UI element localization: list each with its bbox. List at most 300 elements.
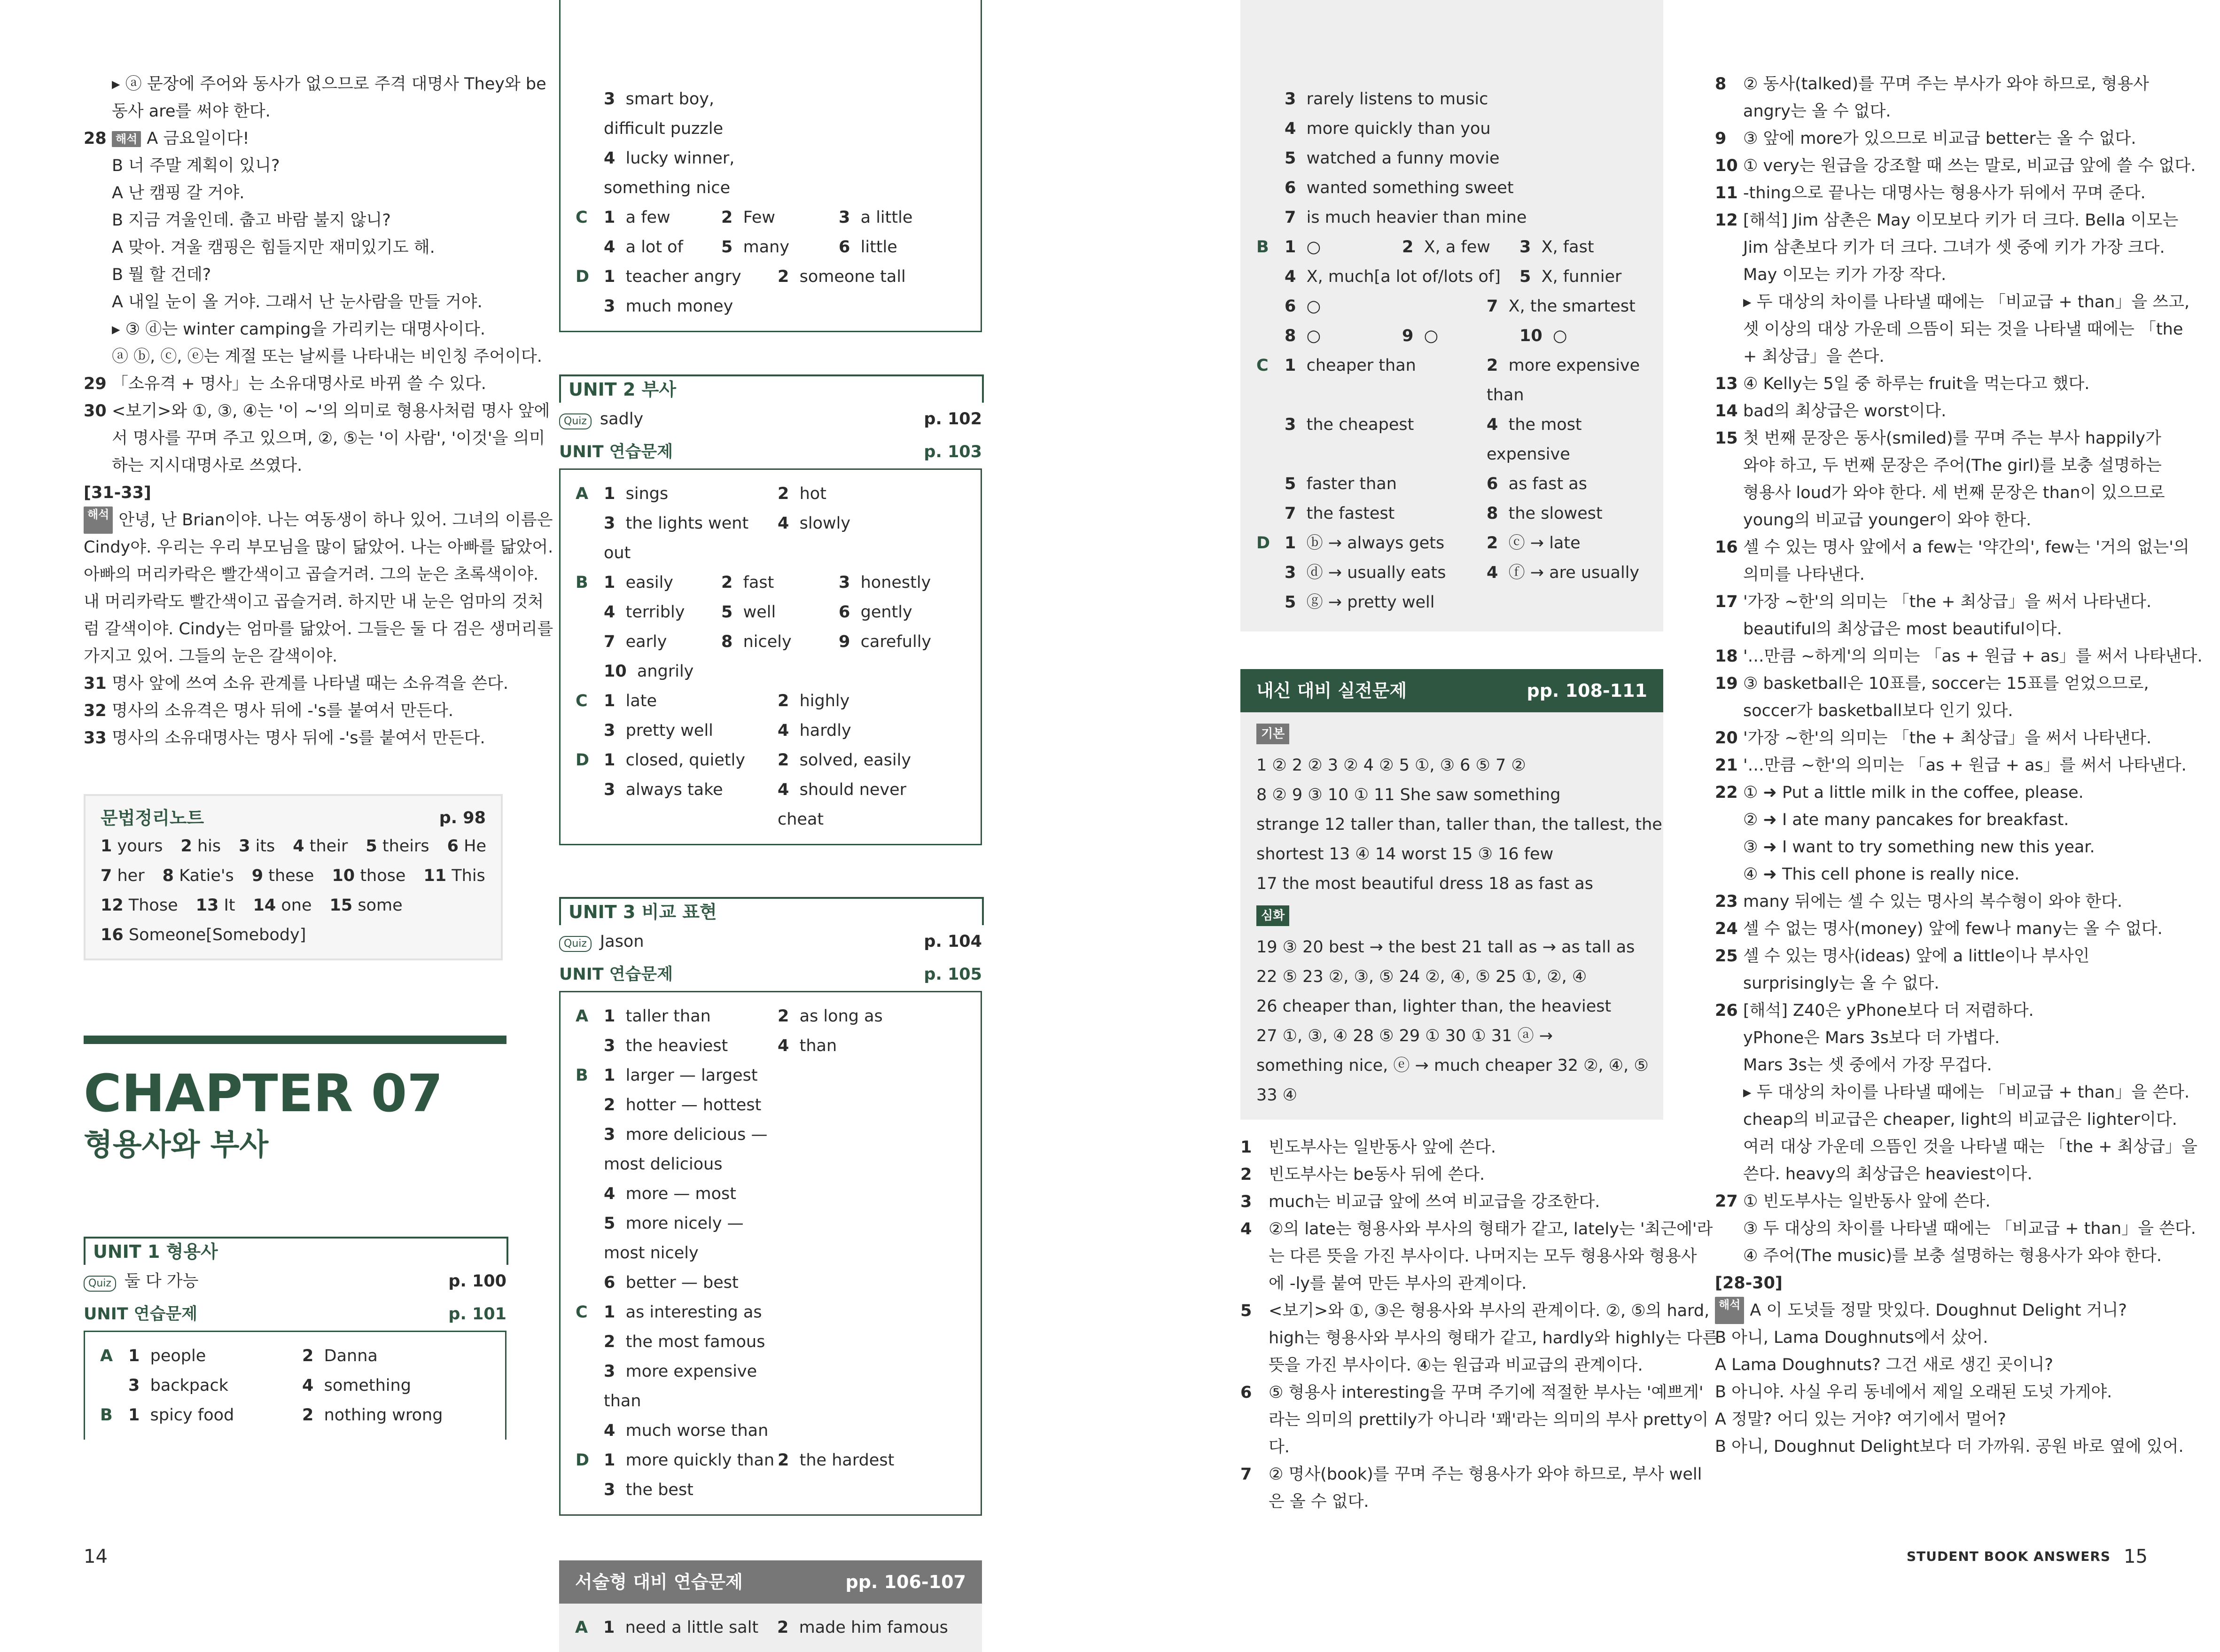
question-number: 9 bbox=[1715, 129, 1727, 148]
text-line bbox=[1715, 1161, 2161, 1188]
answer-text: as interesting as bbox=[625, 1303, 762, 1322]
answer-text: a little bbox=[860, 208, 913, 227]
answer-text: hardly bbox=[799, 721, 851, 740]
answer-number: 2 bbox=[778, 1007, 789, 1026]
text-line bbox=[84, 288, 506, 316]
line-text: ④ 주어(The music)를 보충 설명하는 형용사가 와야 한다. bbox=[1743, 1247, 2162, 1265]
text-line bbox=[1715, 125, 2161, 152]
section-letter: A bbox=[576, 484, 589, 503]
question-number: 4 bbox=[1240, 1220, 1252, 1239]
answer-number: 4 bbox=[1487, 415, 1498, 434]
answer-text: as fast as bbox=[1508, 475, 1587, 493]
answer-cell bbox=[1285, 321, 1402, 351]
answer-number: 4 bbox=[302, 1376, 314, 1395]
answer-cell bbox=[1487, 558, 1646, 588]
answer-text: people bbox=[150, 1347, 206, 1365]
answer-number: 9 bbox=[251, 866, 264, 885]
answer-number: 5 bbox=[1519, 267, 1531, 286]
answer-number: 4 bbox=[604, 238, 615, 257]
line-text: 의미를 나타낸다. bbox=[1743, 565, 1865, 584]
answer-text: as long as bbox=[799, 1007, 883, 1026]
answer-text: Danna bbox=[324, 1347, 378, 1365]
answer-cell bbox=[839, 233, 956, 262]
answer-number: 5 bbox=[1285, 475, 1296, 493]
answer-cell bbox=[778, 1357, 956, 1416]
answer-row bbox=[1256, 410, 1647, 469]
answer-number: 4 bbox=[604, 149, 615, 168]
answer-row bbox=[1256, 529, 1647, 558]
text-line bbox=[84, 561, 539, 588]
answer-number: 6 bbox=[1285, 297, 1296, 316]
answer-text: X, funnier bbox=[1541, 267, 1622, 286]
grammar-note-box bbox=[84, 794, 503, 960]
answer-text: watched a funny movie bbox=[1306, 149, 1500, 168]
answer-text: X, the smartest bbox=[1508, 297, 1636, 316]
practice-page: p. 103 bbox=[924, 443, 982, 461]
page-number-right: 15 bbox=[2124, 1546, 2148, 1567]
answer-number: 1 bbox=[101, 837, 112, 856]
answer-row bbox=[576, 1475, 966, 1505]
answer-number: 1 bbox=[604, 208, 615, 227]
text-line bbox=[84, 125, 506, 152]
writing-page: pp. 106-107 bbox=[845, 1572, 966, 1592]
practice-title: UNIT 연습문제 bbox=[559, 965, 673, 984]
answer-number: 2 bbox=[778, 484, 789, 503]
line-text: ⓐ ⓑ, ⓒ, ⓔ는 계절 또는 날씨를 나타내는 비인칭 주어이다. bbox=[112, 347, 542, 366]
section-letter bbox=[576, 144, 604, 203]
advanced-label: 심화 bbox=[1256, 905, 1289, 926]
section-letter bbox=[1256, 262, 1285, 292]
answer-text: more quickly than bbox=[625, 1451, 775, 1470]
section-letter bbox=[576, 85, 604, 144]
answer-number: 4 bbox=[604, 1421, 615, 1440]
answer-text: nicely bbox=[743, 632, 792, 651]
answer-row bbox=[576, 1209, 966, 1268]
answer-text: ⓑ → always gets bbox=[1306, 534, 1445, 553]
answer-text: the most famous bbox=[625, 1333, 765, 1351]
answer-number: 9 bbox=[1402, 327, 1414, 345]
answer-number: 1 bbox=[604, 751, 615, 770]
answer-cell bbox=[1519, 262, 1642, 292]
line-text: 「소유격 + 명사」는 소유대명사로 바뀌 쓸 수 있다. bbox=[112, 374, 486, 393]
text-line bbox=[84, 234, 506, 261]
answer-row bbox=[576, 686, 966, 716]
text-line bbox=[84, 588, 544, 616]
question-number: 30 bbox=[84, 402, 107, 421]
answer-cell bbox=[604, 203, 721, 233]
text-line bbox=[1240, 1379, 1704, 1406]
answer-number: 2 bbox=[302, 1406, 314, 1425]
answer-row bbox=[1256, 233, 1647, 262]
text-line bbox=[1715, 1324, 2161, 1351]
answer-text: someone tall bbox=[799, 267, 906, 286]
section-letter: C bbox=[576, 208, 588, 227]
answer-cell bbox=[604, 262, 778, 292]
text-line bbox=[1240, 1325, 1718, 1352]
text-line bbox=[1715, 1106, 2177, 1133]
practice-row bbox=[559, 436, 982, 468]
text-line bbox=[84, 670, 506, 697]
answer-number: 1 bbox=[1285, 534, 1296, 553]
answer-number: 3 bbox=[1285, 563, 1296, 582]
answer-text: many bbox=[743, 238, 790, 257]
answer-cell bbox=[302, 1401, 481, 1430]
answer-number: 1 bbox=[604, 1066, 615, 1085]
answer-text: the heaviest bbox=[625, 1036, 728, 1055]
page-number-left: 14 bbox=[84, 1546, 108, 1567]
text-line bbox=[1715, 834, 2161, 861]
text-line bbox=[1715, 779, 2161, 806]
line-text: 첫 번째 문장은 동사(smiled)를 꾸며 주는 부사 happily가 bbox=[1743, 429, 2161, 448]
line-text: '…만큼 ~한'의 의미는 「as + 원급 + as」를 써서 나타낸다. bbox=[1743, 756, 2187, 775]
answer-number: 4 bbox=[778, 780, 789, 799]
practice-page: p. 101 bbox=[448, 1305, 506, 1324]
answer-text: wanted something sweet bbox=[1306, 179, 1514, 197]
line-text: '가장 ~한'의 의미는 「the + 최상급」을 써서 나타낸다. bbox=[1743, 729, 2152, 748]
line-text: 쓴다. heavy의 최상급은 heaviest이다. bbox=[1743, 1165, 2033, 1184]
answer-number: 7 bbox=[604, 632, 615, 651]
answer-cell bbox=[604, 85, 778, 144]
text-line bbox=[1715, 1215, 2196, 1242]
answer-cell bbox=[778, 1416, 956, 1446]
answer-text: more quickly than you bbox=[1306, 119, 1491, 138]
line-text: B 아니, Doughnut Delight보다 더 가까워. 공원 바로 옆에 있어. bbox=[1715, 1437, 2184, 1456]
answer-cell bbox=[778, 1268, 956, 1298]
text-line bbox=[1715, 234, 2165, 261]
section-letter bbox=[576, 1475, 604, 1505]
line-text: ③ ➜ I want to try something new this year. bbox=[1743, 838, 2095, 857]
answer-row bbox=[576, 1357, 966, 1416]
line-text: A 난 캠핑 갈 거야. bbox=[112, 184, 245, 203]
answer-cell bbox=[778, 1091, 956, 1120]
line-text: Mars 3s는 셋 중에서 가장 무겁다. bbox=[1743, 1056, 1992, 1075]
text-line bbox=[1715, 943, 2161, 970]
exam-line: 17 the most beautiful dress 18 as fast as bbox=[1256, 874, 1593, 893]
answer-cell bbox=[839, 627, 956, 657]
answer-row bbox=[100, 1401, 490, 1430]
line-text: 다. bbox=[1269, 1438, 1290, 1457]
answer-number: 2 bbox=[302, 1347, 314, 1365]
grammar-note-page: p. 98 bbox=[439, 809, 486, 827]
answer-row bbox=[1256, 351, 1647, 410]
text-line bbox=[1715, 1024, 2161, 1052]
grammar-note-header bbox=[101, 804, 486, 832]
section-letter: C bbox=[1256, 356, 1269, 375]
text-line bbox=[1715, 588, 2161, 616]
answer-text: more expensive than bbox=[1487, 356, 1640, 405]
answer-cell bbox=[604, 1002, 778, 1031]
answer-cell bbox=[604, 509, 778, 568]
text-line bbox=[1240, 1297, 1710, 1325]
answer-number: 2 bbox=[1487, 534, 1498, 553]
answer-text: these bbox=[268, 866, 314, 885]
exam-line: strange 12 taller than, taller than, the tallest, the bbox=[1256, 815, 1662, 834]
section-letter: B bbox=[100, 1406, 113, 1425]
text-line bbox=[1715, 915, 2161, 943]
line-text: much는 비교급 앞에 쓰여 비교급을 강조한다. bbox=[1269, 1192, 1600, 1211]
chapter-subtitle: 형용사와 부사 bbox=[84, 1128, 269, 1162]
answer-cell bbox=[778, 1298, 956, 1327]
answer-text: taller than bbox=[625, 1007, 711, 1026]
line-text: B 뭘 할 건데? bbox=[112, 265, 211, 284]
text-line bbox=[84, 425, 545, 452]
answer-cell bbox=[1487, 529, 1646, 558]
answer-text: ⓕ → are usually bbox=[1508, 563, 1640, 582]
answer-cell bbox=[1285, 292, 1487, 321]
column-2 bbox=[559, 70, 982, 1652]
quiz-badge: Quiz bbox=[559, 413, 592, 429]
answer-row bbox=[576, 1002, 966, 1031]
answer-cell bbox=[604, 1475, 778, 1505]
unit-2-header: UNIT 2 부사 bbox=[559, 374, 984, 403]
answer-cell bbox=[302, 1341, 481, 1371]
quiz-answer: sadly bbox=[600, 410, 644, 429]
answer-number: 1 bbox=[604, 573, 615, 592]
grey-answer-box bbox=[1240, 0, 1663, 631]
section-letter bbox=[1256, 85, 1285, 114]
answer-text: more delicious — most delicious bbox=[604, 1125, 768, 1174]
answer-number: 5 bbox=[1285, 593, 1296, 612]
exam-line: 33 ④ bbox=[1256, 1086, 1298, 1105]
answer-text: Katie's bbox=[179, 866, 234, 885]
answer-text: those bbox=[360, 866, 406, 885]
answer-text: much money bbox=[625, 297, 733, 316]
section-letter: B bbox=[576, 573, 588, 592]
answer-number: 3 bbox=[239, 837, 250, 856]
text-line bbox=[1240, 1161, 1663, 1188]
answer-text: lucky winner, something nice bbox=[604, 149, 735, 197]
answer-cell bbox=[778, 775, 956, 834]
answer-text: easily bbox=[625, 573, 674, 592]
question-number: 32 bbox=[84, 701, 107, 720]
line-text: '가장 ~한'의 의미는 「the + 최상급」을 써서 나타낸다. bbox=[1743, 592, 2152, 611]
question-number: 12 bbox=[1715, 211, 1738, 230]
text-line bbox=[1715, 1052, 2161, 1079]
quiz-row bbox=[84, 1265, 506, 1298]
answer-number: 3 bbox=[1285, 415, 1296, 434]
answer-text: carefully bbox=[860, 632, 932, 651]
answer-row bbox=[576, 292, 966, 321]
answer-cell bbox=[128, 1401, 302, 1430]
answer-number: 2 bbox=[604, 1333, 615, 1351]
answer-number: 2 bbox=[778, 692, 789, 710]
answer-number: 6 bbox=[604, 1273, 615, 1292]
answer-cell bbox=[778, 292, 956, 321]
section-letter: D bbox=[576, 267, 590, 286]
answer-number: 7 bbox=[1285, 208, 1296, 227]
answer-row bbox=[1256, 262, 1647, 292]
question-number: 33 bbox=[84, 729, 107, 748]
answer-number: 1 bbox=[604, 267, 615, 286]
answer-number: 2 bbox=[778, 1451, 789, 1470]
quiz-answer: Jason bbox=[600, 932, 644, 951]
question-number: 14 bbox=[1715, 402, 1738, 421]
answer-row bbox=[1256, 469, 1647, 499]
answer-cell bbox=[1285, 203, 1642, 233]
text-line bbox=[1240, 1406, 1709, 1434]
answer-row bbox=[576, 1416, 966, 1446]
answer-text: his bbox=[197, 837, 221, 856]
question-number: 26 bbox=[1715, 1001, 1738, 1020]
text-line bbox=[1715, 616, 2161, 643]
text-line bbox=[84, 616, 553, 643]
section-letter bbox=[1256, 558, 1285, 588]
answer-text: Few bbox=[743, 208, 776, 227]
answer-text: closed, quietly bbox=[625, 751, 746, 770]
answer-text: faster than bbox=[1306, 475, 1397, 493]
section-letter bbox=[1256, 173, 1285, 203]
grammar-row bbox=[101, 832, 486, 861]
line-text: B 아니야. 사실 우리 동네에서 제일 오래된 도넛 가게야. bbox=[1715, 1383, 2112, 1402]
basic-label: 기본 bbox=[1256, 724, 1289, 744]
line-text: A Lama Doughnuts? 그건 새로 생긴 곳이니? bbox=[1715, 1356, 2053, 1374]
line-text: 안녕, 난 Brian이야. 나는 여동생이 하나 있어. 그녀의 이름은 bbox=[118, 511, 553, 530]
unit-3-header: UNIT 3 비교 표현 bbox=[559, 897, 984, 925]
grammar-row bbox=[101, 920, 486, 950]
exam-line: 1 ② 2 ② 3 ② 4 ② 5 ①, ③ 6 ⑤ 7 ② bbox=[1256, 756, 1526, 775]
answer-cell bbox=[604, 686, 778, 716]
line-text: 서 명사를 꾸며 주고 있으며, ②, ⑤는 '이 사람', '이것'을 의미 bbox=[112, 429, 545, 448]
answer-text: the hardest bbox=[799, 1451, 895, 1470]
section-letter: D bbox=[576, 1451, 590, 1470]
text-line bbox=[1240, 1243, 1697, 1270]
question-number: 22 bbox=[1715, 783, 1738, 802]
answer-number: 4 bbox=[1487, 563, 1498, 582]
answer-cell bbox=[128, 1371, 302, 1401]
answer-row bbox=[1256, 588, 1647, 617]
text-line bbox=[84, 207, 506, 234]
answer-cell bbox=[778, 746, 956, 775]
answer-cell bbox=[604, 1179, 778, 1209]
answer-text: terribly bbox=[625, 603, 685, 622]
answer-text: the slowest bbox=[1508, 504, 1603, 523]
text-line bbox=[1240, 1434, 1663, 1461]
answer-number: 3 bbox=[1285, 90, 1296, 109]
text-line bbox=[1715, 1079, 2190, 1106]
line-text: <보기>와 ①, ③, ④는 '이 ~'의 의미로 형용사처럼 명사 앞에 bbox=[112, 402, 550, 421]
answer-cell bbox=[604, 1061, 778, 1091]
answer-number: 1 bbox=[604, 692, 615, 710]
text-line bbox=[1715, 888, 2161, 915]
text-line bbox=[1715, 70, 2161, 98]
line-text: many 뒤에는 셀 수 있는 명사의 복수형이 와야 한다. bbox=[1743, 892, 2123, 911]
line-text: 뜻을 가진 부사이다. ④는 원급과 비교급의 관계이다. bbox=[1269, 1356, 1643, 1375]
answer-number: 2 bbox=[721, 573, 733, 592]
line-text: ▸ 두 대상의 차이를 나타낼 때에는 「비교급 + than」을 쓰고, bbox=[1743, 293, 2190, 312]
answer-cell bbox=[778, 1327, 956, 1357]
answer-text: sings bbox=[625, 484, 669, 503]
answer-cell bbox=[721, 568, 839, 598]
answer-text: more — most bbox=[625, 1184, 737, 1203]
answer-text: well bbox=[743, 603, 776, 622]
text-line bbox=[1715, 806, 2161, 834]
answer-number: 2 bbox=[1402, 238, 1414, 257]
line-text: B 아니, Lama Doughnuts에서 샀어. bbox=[1715, 1328, 1988, 1347]
question-number: 18 bbox=[1715, 647, 1738, 666]
answer-cell bbox=[778, 509, 956, 568]
line-text: [해석] Jim 삼촌은 May 이모보다 키가 더 크다. Bella 이모는 bbox=[1743, 211, 2179, 230]
range-label: [31-33] bbox=[84, 483, 151, 502]
answer-text: ⓓ → usually eats bbox=[1306, 563, 1446, 582]
answer-number: 2 bbox=[777, 1618, 789, 1637]
answer-number: 3 bbox=[604, 780, 615, 799]
answer-cell bbox=[1519, 233, 1642, 262]
answer-cell bbox=[777, 1613, 956, 1643]
question-number: 2 bbox=[1240, 1165, 1252, 1184]
text-line bbox=[84, 507, 553, 534]
text-line bbox=[1715, 534, 2189, 561]
question-number: 8 bbox=[1715, 75, 1727, 94]
exam-header bbox=[1240, 669, 1663, 712]
answer-text: rarely listens to music bbox=[1306, 90, 1488, 109]
column-3 bbox=[1240, 70, 1718, 1515]
line-text: yPhone은 Mars 3s보다 더 가볍다. bbox=[1743, 1029, 2000, 1047]
line-text: Jim 삼촌보다 키가 더 크다. 그녀가 셋 중에 키가 가장 크다. bbox=[1743, 238, 2165, 257]
answer-cell bbox=[604, 479, 778, 509]
line-text: May 이모는 키가 가장 작다. bbox=[1743, 265, 1947, 284]
answer-text: ○ bbox=[1306, 327, 1321, 345]
line-text: Cindy야. 우리는 우리 부모님을 많이 닮았어. 나는 아빠를 닮았어. bbox=[84, 538, 553, 557]
answer-number: 6 bbox=[839, 238, 850, 257]
question-number: 23 bbox=[1715, 892, 1738, 911]
answer-row bbox=[576, 627, 966, 657]
line-text: beautiful의 최상급은 most beautiful이다. bbox=[1743, 620, 2062, 639]
line-text: 라는 의미의 prettily가 아니라 '꽤'라는 의미의 부사 pretty이 bbox=[1269, 1410, 1709, 1429]
answer-cell bbox=[604, 233, 721, 262]
continued-answer-box bbox=[559, 0, 982, 332]
answer-cell bbox=[604, 716, 778, 746]
text-line bbox=[1715, 397, 2161, 425]
answer-number: 2 bbox=[778, 267, 789, 286]
question-number: 5 bbox=[1240, 1301, 1252, 1320]
practice-title: UNIT 연습문제 bbox=[559, 443, 673, 461]
question-number: 15 bbox=[1715, 429, 1738, 448]
answer-number: 5 bbox=[604, 1214, 615, 1233]
answer-text: Those bbox=[128, 896, 178, 915]
answer-text: spicy food bbox=[150, 1406, 234, 1425]
answer-text: ⓖ → pretty well bbox=[1306, 593, 1435, 612]
exam-title: 내신 대비 실전문제 bbox=[1256, 680, 1407, 701]
quiz-badge: Quiz bbox=[559, 936, 592, 952]
answer-row bbox=[575, 1613, 966, 1643]
answer-text: fast bbox=[743, 573, 774, 592]
question-number: 13 bbox=[1715, 374, 1738, 393]
exam-line: shortest 13 ④ 14 worst 15 ③ 16 few bbox=[1256, 845, 1554, 864]
answer-text: He bbox=[464, 837, 486, 856]
answer-number: 10 bbox=[332, 866, 355, 885]
answer-cell bbox=[1487, 410, 1646, 469]
answer-text: a lot of bbox=[625, 238, 683, 257]
answer-row bbox=[576, 1268, 966, 1298]
answer-text: larger — largest bbox=[625, 1066, 758, 1085]
answer-cell bbox=[839, 598, 956, 627]
answer-text: one bbox=[281, 896, 312, 915]
quiz-row bbox=[559, 925, 982, 958]
practice-title: UNIT 연습문제 bbox=[84, 1305, 198, 1324]
text-line bbox=[1715, 98, 2161, 125]
answer-row bbox=[576, 1120, 966, 1179]
answer-text: the best bbox=[625, 1481, 693, 1499]
answer-number: 1 bbox=[603, 1618, 615, 1637]
section-letter bbox=[1256, 410, 1285, 469]
question-number: 28 bbox=[84, 129, 107, 148]
section-letter bbox=[576, 657, 604, 686]
section-letter bbox=[1256, 144, 1285, 173]
answer-cell bbox=[778, 479, 956, 509]
text-line bbox=[1715, 1188, 2161, 1215]
text-line bbox=[1715, 1433, 2184, 1460]
section-letter bbox=[1256, 321, 1285, 351]
